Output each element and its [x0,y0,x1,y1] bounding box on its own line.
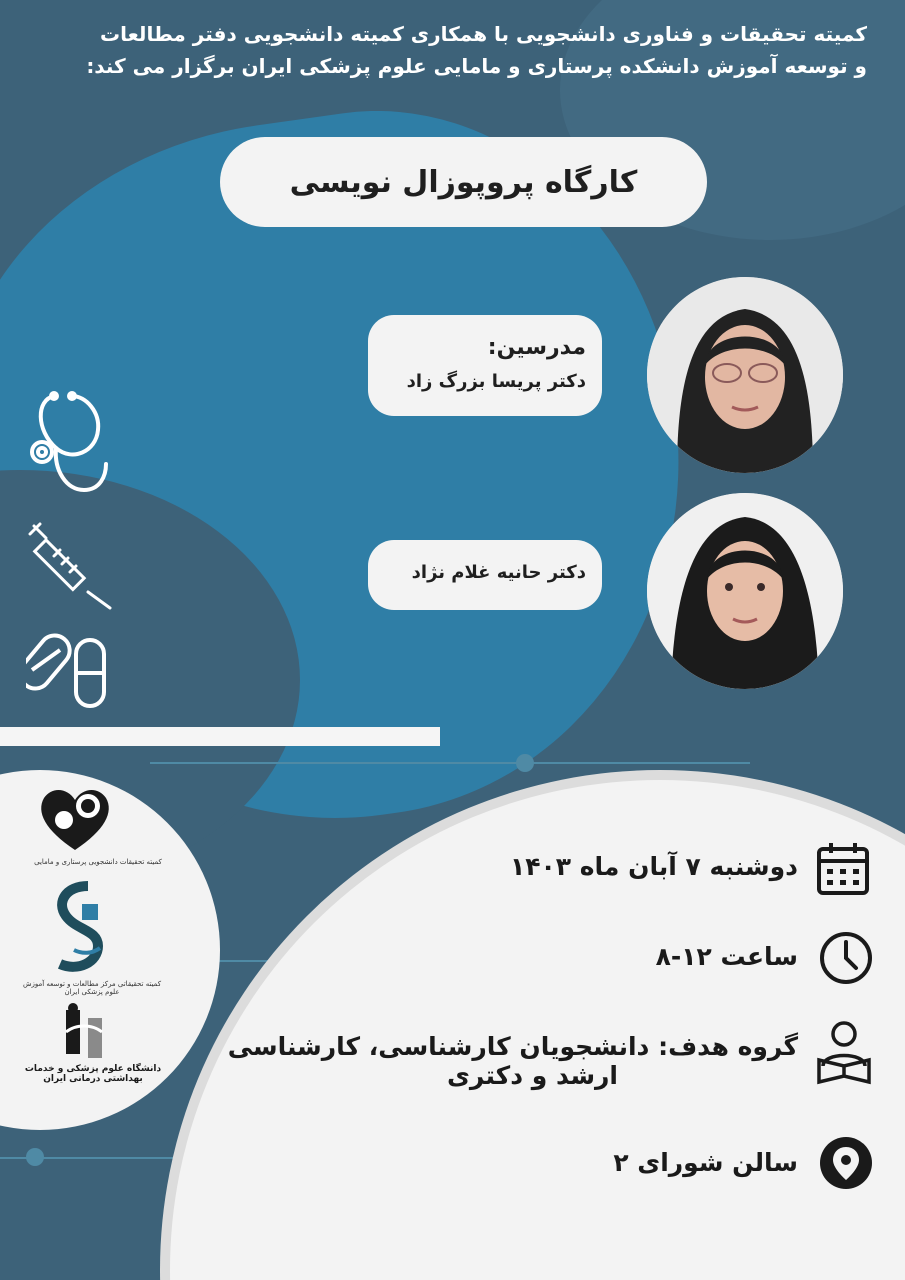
location-pin-icon [818,1135,874,1195]
event-venue: سالن شورای ۲ [613,1148,798,1177]
stethoscope-icon [26,390,112,506]
target-audience [228,1032,798,1090]
iran-university-logo [62,1002,106,1064]
header-line-1: کمیته تحقیقات و فناوری دانشجویی با همکاری کمیته دانشجویی دفتر مطالعات [100,22,867,46]
title-pill [220,137,707,227]
event-time: ساعت ۱۲-۸ [655,942,798,971]
decorative-line [150,762,750,764]
header-text [27,18,867,82]
logo-caption-3: دانشگاه علوم پزشکی و خدمات بهداشتی درمانی ایران [24,1064,162,1084]
instructor-name-2: دکتر حانیه غلام نژاد [411,562,586,583]
reader-icon [815,1020,873,1090]
instructor-name-1: دکتر پریسا بزرگ زاد [406,371,586,392]
syringe-icon [28,522,114,614]
clock-icon [818,930,874,990]
target-audience-line-1: گروه هدف: دانشجویان کارشناسی، کارشناسی [227,1032,798,1061]
instructor-card-1 [368,315,602,416]
decorative-dot [516,754,534,772]
pills-icon [26,622,110,714]
target-audience-line-2: ارشد و دکتری [447,1061,618,1090]
event-date: دوشنبه ۷ آبان ماه ۱۴۰۳ [510,852,798,881]
logo-caption-2: کمیته تحقیقاتی مرکز مطالعات و توسعه آموزش علوم پزشکی ایران [22,980,162,996]
header-line-2: و توسعه آموزش دانشکده پرستاری و مامایی علوم پزشکی ایران برگزار می کند: [86,54,867,78]
workshop-title: کارگاه پروپوزال نویسی [289,164,638,200]
instructor-photo-1 [647,277,843,473]
instructors-heading: مدرسین: [487,335,586,360]
calendar-icon [815,841,871,901]
decorative-bar [0,727,440,746]
decorative-dot [26,1148,44,1166]
logo-caption-1: کمیته تحقیقات دانشجویی پرستاری و مامایی [34,858,162,866]
edc-committee-logo [48,880,118,984]
instructor-photo-2 [647,493,843,689]
instructor-card-2 [368,540,602,610]
student-research-committee-logo [30,784,120,858]
